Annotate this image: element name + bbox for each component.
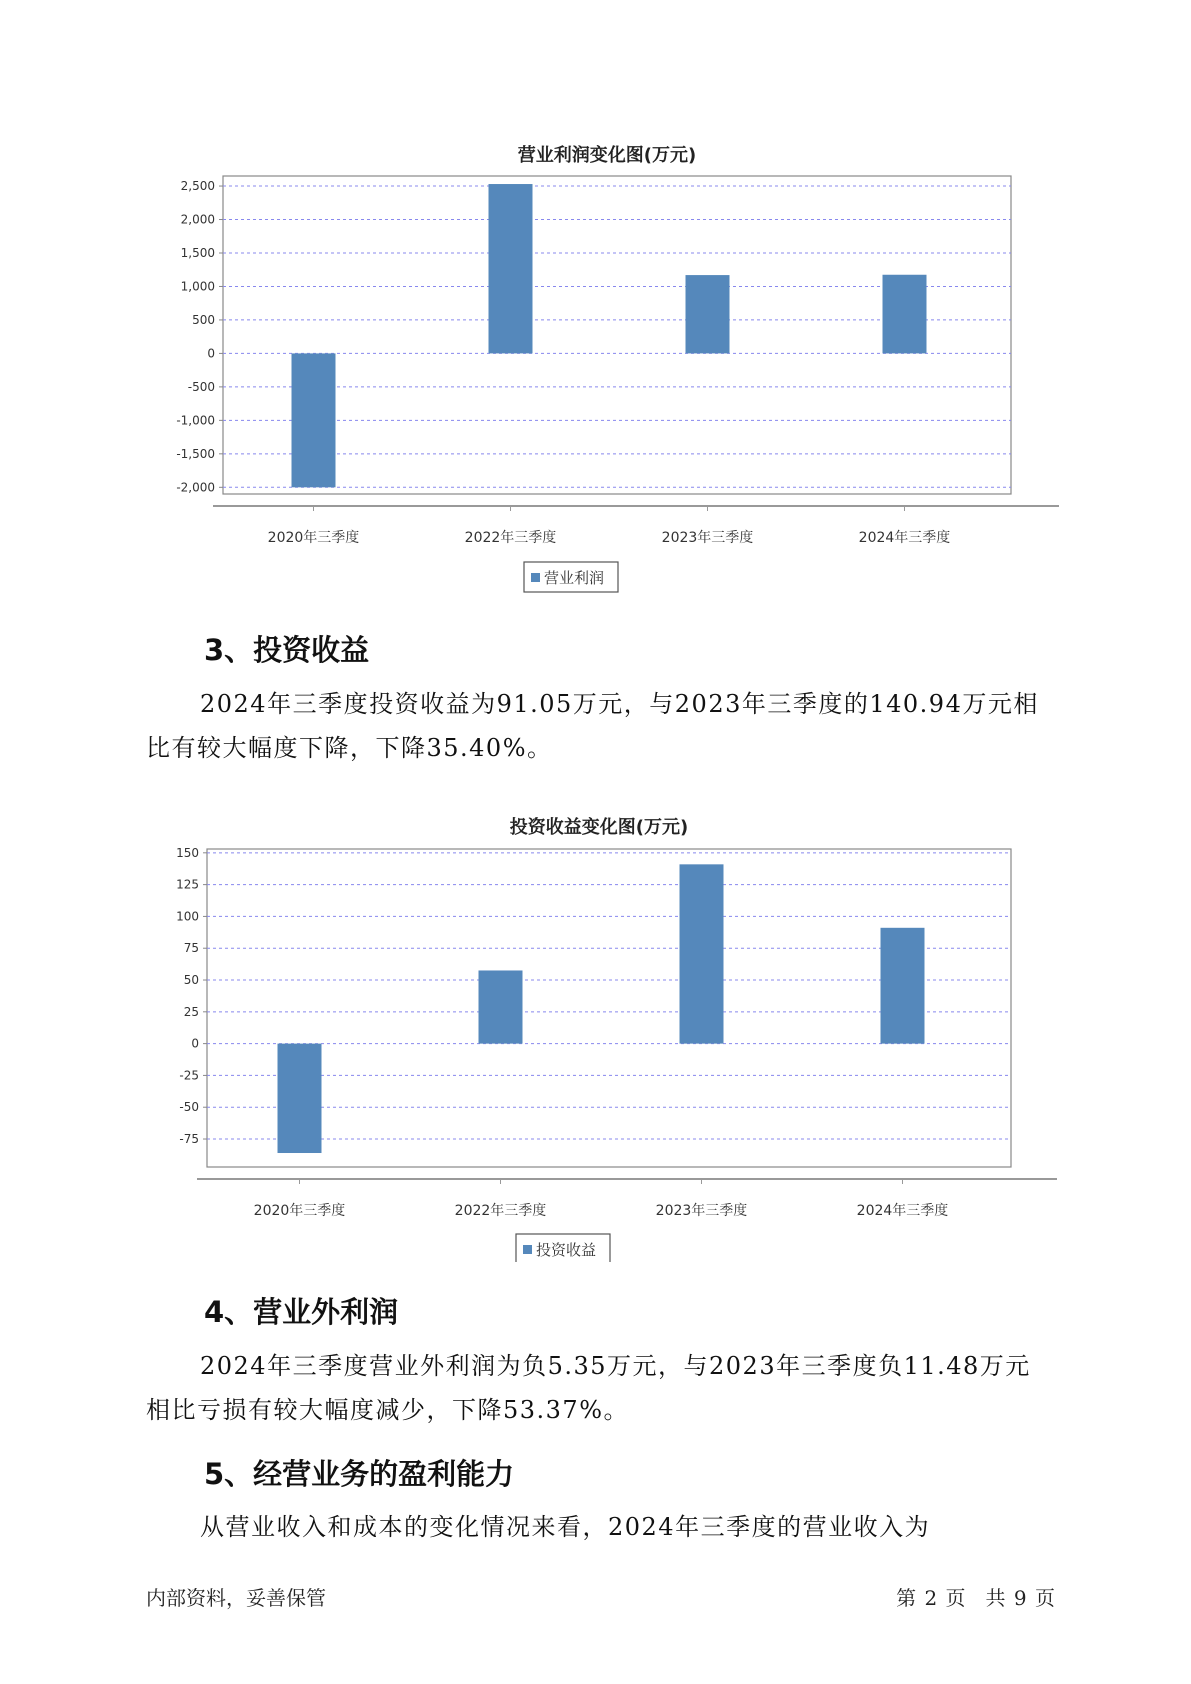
x-tick-label: 2024年三季度 bbox=[858, 530, 951, 546]
section-3-paragraph: 2024年三季度投资收益为91.05万元，与2023年三季度的140.94万元相比有较大幅度下降，下降35.40%。 bbox=[146, 690, 1039, 762]
y-tick-label: 0 bbox=[191, 1036, 199, 1051]
bar bbox=[881, 928, 925, 1044]
bar bbox=[883, 275, 927, 354]
y-tick-label: 25 bbox=[183, 1004, 199, 1019]
y-tick-label: 500 bbox=[192, 312, 215, 327]
footer-confidential-note: 内部资料，妥善保管 bbox=[146, 1586, 326, 1610]
legend-label: 投资收益 bbox=[536, 1241, 597, 1259]
section-4-paragraph: 2024年三季度营业外利润为负5.35万元，与2023年三季度负11.48万元相比亏损有较大幅度减少，下降53.37%。 bbox=[146, 1352, 1031, 1424]
footer-page-number: 第 2 页 共 9 页 bbox=[896, 1586, 1055, 1610]
chart-title: 投资收益变化图(万元) bbox=[509, 817, 689, 838]
x-tick-label: 2023年三季度 bbox=[655, 1203, 748, 1219]
investment-income-chart-svg bbox=[0, 792, 1191, 1262]
bar bbox=[278, 1044, 322, 1153]
legend-swatch bbox=[531, 573, 540, 582]
y-tick-label: 2,500 bbox=[180, 179, 215, 194]
section-5-heading: 5、经营业务的盈利能力 bbox=[204, 1457, 515, 1491]
x-tick-label: 2020年三季度 bbox=[253, 1203, 346, 1219]
y-tick-label: 50 bbox=[183, 973, 199, 988]
y-tick-label: 150 bbox=[176, 845, 199, 860]
y-tick-label: -75 bbox=[179, 1132, 199, 1147]
y-tick-label: 100 bbox=[176, 909, 199, 924]
y-tick-label: -50 bbox=[179, 1100, 199, 1115]
y-tick-label: -1,000 bbox=[176, 413, 215, 428]
x-tick-label: 2020年三季度 bbox=[267, 530, 360, 546]
y-tick-label: -2,000 bbox=[176, 480, 215, 495]
bar bbox=[489, 184, 533, 353]
legend-swatch bbox=[523, 1245, 532, 1254]
y-tick-label: 75 bbox=[183, 941, 199, 956]
bar bbox=[479, 970, 523, 1043]
x-tick-label: 2023年三季度 bbox=[661, 530, 754, 546]
y-tick-label: 0 bbox=[207, 346, 215, 361]
operating-profit-chart-svg bbox=[0, 130, 1191, 600]
section-5-paragraph: 从营业收入和成本的变化情况来看，2024年三季度的营业收入为 bbox=[200, 1513, 931, 1541]
y-tick-label: -500 bbox=[187, 379, 215, 394]
y-tick-label: 1,500 bbox=[180, 245, 215, 260]
investment-income-chart bbox=[0, 792, 1191, 1262]
y-tick-label: 1,000 bbox=[180, 279, 215, 294]
bar bbox=[680, 864, 724, 1043]
section-4-heading: 4、营业外利润 bbox=[204, 1295, 399, 1329]
x-tick-label: 2024年三季度 bbox=[856, 1203, 949, 1219]
chart-title: 营业利润变化图(万元) bbox=[517, 145, 697, 166]
section-3-heading: 3、投资收益 bbox=[204, 633, 370, 667]
chart-legend bbox=[524, 562, 618, 592]
x-tick-label: 2022年三季度 bbox=[464, 530, 557, 546]
y-tick-label: 125 bbox=[176, 877, 199, 892]
y-tick-label: 2,000 bbox=[180, 212, 215, 227]
bar bbox=[686, 275, 730, 353]
y-tick-label: -1,500 bbox=[176, 446, 215, 461]
x-tick-label: 2022年三季度 bbox=[454, 1203, 547, 1219]
chart-legend bbox=[516, 1234, 610, 1262]
legend-label: 营业利润 bbox=[544, 569, 605, 587]
operating-profit-chart bbox=[0, 130, 1191, 600]
y-tick-label: -25 bbox=[179, 1068, 199, 1083]
bar bbox=[292, 353, 336, 487]
